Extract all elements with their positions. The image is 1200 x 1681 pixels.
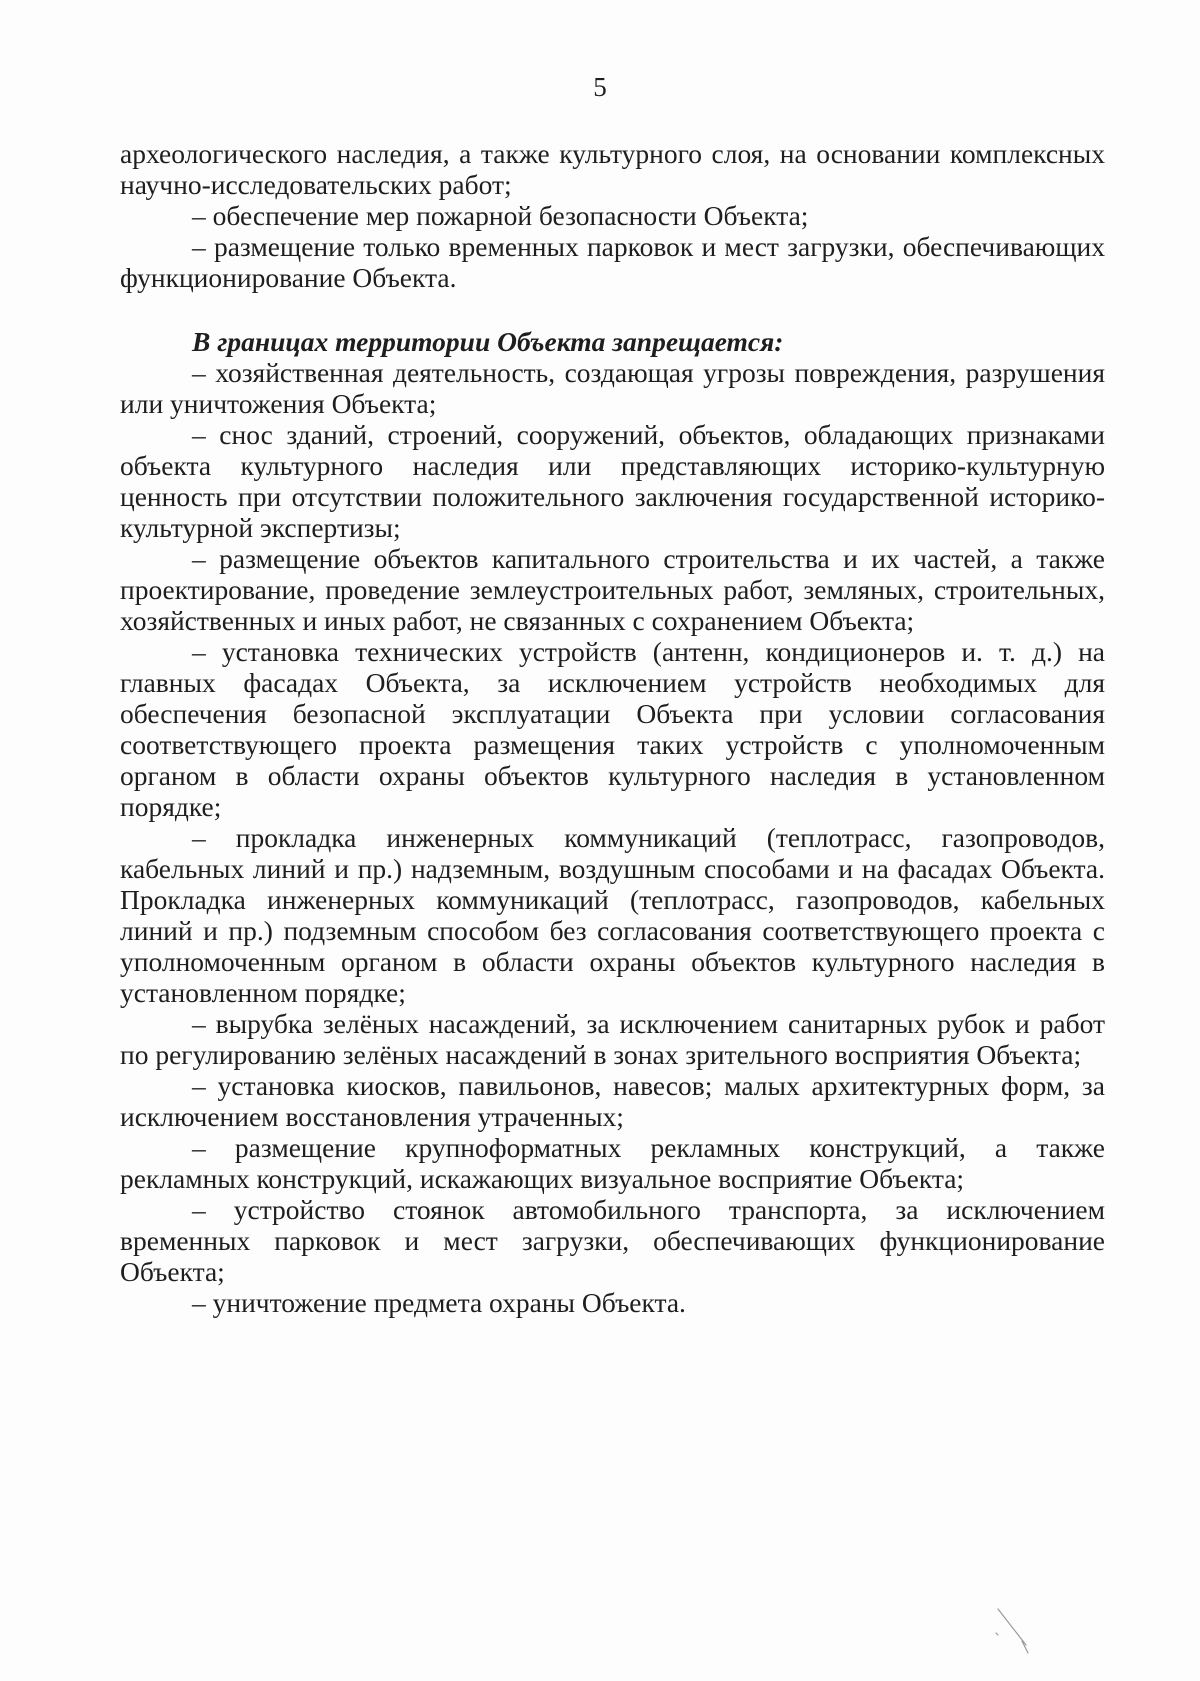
list-item: – вырубка зелёных насаждений, за исключением санитарных рубок и работ по регулированию зелёных насаждений в зонах зрительного восприятия Объекта; <box>120 1008 1105 1070</box>
list-item: – обеспечение мер пожарной безопасности Объекта; <box>192 200 809 231</box>
document-body <box>120 138 1105 1318</box>
paragraph-continuation: археологического наследия, а также культурного слоя, на основании комплексных научно-исследовательских работ; <box>120 138 1105 200</box>
list-item: – прокладка инженерных коммуникаций (теплотрасс, газопроводов, кабельных линий и пр.) надземным, воздушным способами и на фасадах Объекта. Прокладка инженерных коммуникаций (теплотрасс, газопроводов, кабельных линий и пр.) подземным способом без согласования соответствующего проекта с уполномоченным органом в области охраны объектов культурного наследия в установленном порядке; <box>120 822 1105 1008</box>
section-heading: В границах территории Объекта запрещается: <box>192 326 784 357</box>
list-item: – снос зданий, строений, сооружений, объектов, обладающих признаками объекта культурного наследия или представляющих историко-культурную ценность при отсутствии положительного заключения государственной историко-культурной экспертизы; <box>120 419 1105 543</box>
list-item: – устройство стоянок автомобильного транспорта, за исключением временных парковок и мест загрузки, обеспечивающих функционирование Объекта; <box>120 1194 1105 1287</box>
scan-mark <box>992 1605 1032 1655</box>
list-item: – уничтожение предмета охраны Объекта. <box>192 1287 686 1318</box>
list-item: – размещение крупноформатных рекламных конструкций, а также рекламных конструкций, искажающих визуальное восприятие Объекта; <box>120 1132 1105 1194</box>
list-item: – размещение только временных парковок и мест загрузки, обеспечивающих функционирование Объекта. <box>120 231 1105 293</box>
list-item: – размещение объектов капитального строительства и их частей, а также проектирование, проведение землеустроительных работ, земляных, строительных, хозяйственных и иных работ, не связанных с сохранением Объекта; <box>120 543 1105 636</box>
list-item: – установка технических устройств (антенн, кондиционеров и. т. д.) на главных фасадах Объекта, за исключением устройств необходимых для обеспечения безопасной эксплуатации Объекта при условии согласования соответствующего проекта размещения таких устройств с уполномоченным органом в области охраны объектов культурного наследия в установленном порядке; <box>120 636 1105 822</box>
page-number: 5 <box>593 72 607 102</box>
list-item: – установка киосков, павильонов, навесов; малых архитектурных форм, за исключением восстановления утраченных; <box>120 1070 1105 1132</box>
list-item: – хозяйственная деятельность, создающая угрозы повреждения, разрушения или уничтожения Объекта; <box>120 357 1105 419</box>
